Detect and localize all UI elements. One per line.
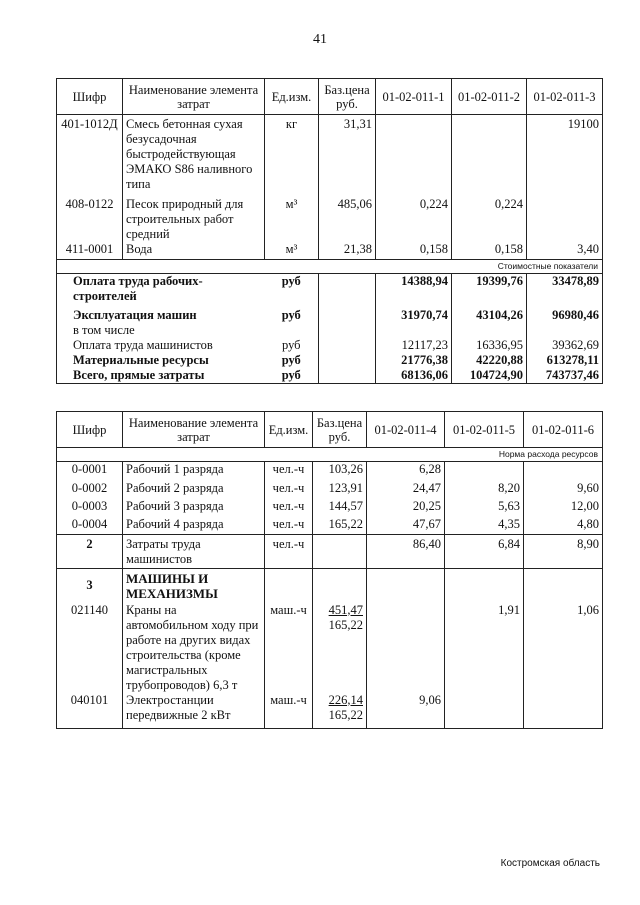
section-code: 2 bbox=[57, 535, 123, 569]
total-v1: 12117,23 bbox=[376, 338, 452, 353]
section-v3: 8,90 bbox=[524, 535, 603, 569]
cell-code: 0-0001 bbox=[57, 462, 123, 481]
section-v1: 86,40 bbox=[367, 535, 445, 569]
cell-v3: 12,00 bbox=[524, 499, 603, 517]
cell-v2 bbox=[452, 115, 527, 197]
table-row bbox=[57, 115, 603, 197]
table-row bbox=[57, 197, 603, 242]
cell-v3: 1,06 bbox=[524, 603, 603, 693]
total-v2: 16336,95 bbox=[452, 338, 527, 353]
cell-v1 bbox=[376, 115, 452, 197]
cell-price: 144,57 bbox=[313, 499, 367, 517]
section-row bbox=[57, 569, 603, 603]
cell-v3 bbox=[524, 462, 603, 481]
resource-table-1 bbox=[56, 78, 603, 384]
section-name: МАШИНЫ И МЕХАНИЗМЫ bbox=[123, 569, 265, 603]
cell-code: 021140 bbox=[57, 603, 123, 693]
header-unit: Ед.изм. bbox=[265, 412, 313, 448]
header-norm-6: 01-02-011-6 bbox=[524, 412, 603, 448]
cell-price-top: 226,14 bbox=[328, 692, 363, 707]
total-v1: 21776,38 bbox=[376, 353, 452, 368]
section-unit: чел.-ч bbox=[265, 535, 313, 569]
table-row bbox=[57, 693, 603, 729]
total-v3: 39362,69 bbox=[527, 338, 603, 353]
cell-price: 31,31 bbox=[319, 115, 376, 197]
cell-v1: 20,25 bbox=[367, 499, 445, 517]
total-v1: 14388,94 bbox=[376, 274, 452, 308]
total-unit: руб bbox=[281, 274, 301, 288]
cell-code: 040101 bbox=[57, 693, 123, 729]
total-v2: 104724,90 bbox=[452, 368, 527, 384]
total-v2: 42220,88 bbox=[452, 353, 527, 368]
cell-v3 bbox=[524, 693, 603, 729]
cell-v2 bbox=[445, 462, 524, 481]
cell-v2: 0,158 bbox=[452, 242, 527, 260]
totals-row bbox=[57, 323, 603, 338]
cell-v2 bbox=[445, 693, 524, 729]
total-name: Оплата труда машинистов bbox=[57, 338, 265, 353]
cell-unit: м³ bbox=[265, 242, 319, 260]
cell-price: 21,38 bbox=[319, 242, 376, 260]
totals-row bbox=[57, 353, 603, 368]
cell-price-top: 451,47 bbox=[328, 602, 363, 617]
section-name: Затраты труда машинистов bbox=[123, 535, 265, 569]
table-row bbox=[57, 242, 603, 260]
cell-unit: кг bbox=[265, 115, 319, 197]
total-name: Всего, прямые затраты bbox=[57, 368, 265, 384]
cell-v3: 9,60 bbox=[524, 481, 603, 499]
cell-price: 165,22 bbox=[313, 517, 367, 535]
header-norm-2: 01-02-011-2 bbox=[452, 79, 527, 115]
header-norm-5: 01-02-011-5 bbox=[445, 412, 524, 448]
cell-v1 bbox=[367, 603, 445, 693]
total-v3: 96980,46 bbox=[527, 308, 603, 323]
cell-name: Рабочий 4 разряда bbox=[123, 517, 265, 535]
cell-code: 0-0003 bbox=[57, 499, 123, 517]
cell-code: 0-0004 bbox=[57, 517, 123, 535]
header-code: Шифр bbox=[57, 79, 123, 115]
section-code: 3 bbox=[57, 569, 123, 603]
cell-v1: 24,47 bbox=[367, 481, 445, 499]
header-name: Наименование элемента затрат bbox=[123, 412, 265, 448]
resource-table-2 bbox=[56, 411, 603, 729]
totals-row bbox=[57, 338, 603, 353]
cell-name: Рабочий 2 разряда bbox=[123, 481, 265, 499]
cell-v3: 3,40 bbox=[527, 242, 603, 260]
header-norm-1: 01-02-011-1 bbox=[376, 79, 452, 115]
header-base-price: Баз.цена руб. bbox=[319, 79, 376, 115]
header-norm-4: 01-02-011-4 bbox=[367, 412, 445, 448]
total-v1: 31970,74 bbox=[376, 308, 452, 323]
cell-code: 401-1012Д bbox=[57, 115, 123, 197]
total-v3: 613278,11 bbox=[527, 353, 603, 368]
header-code: Шифр bbox=[57, 412, 123, 448]
cell-v2: 8,20 bbox=[445, 481, 524, 499]
header-unit: Ед.изм. bbox=[265, 79, 319, 115]
total-v3: 743737,46 bbox=[527, 368, 603, 384]
table-row bbox=[57, 499, 603, 517]
cell-name: Рабочий 1 разряда bbox=[123, 462, 265, 481]
total-v3: 33478,89 bbox=[527, 274, 603, 308]
cell-name: Песок природный для строительных работ средний bbox=[123, 197, 265, 242]
header-base-price: Баз.цена руб. bbox=[313, 412, 367, 448]
totals-row bbox=[57, 274, 603, 308]
total-name: в том числе bbox=[57, 323, 265, 338]
cell-v1: 6,28 bbox=[367, 462, 445, 481]
table-row bbox=[57, 462, 603, 481]
total-unit: руб bbox=[281, 352, 301, 367]
section-subheader: Стоимостные показатели bbox=[57, 260, 603, 274]
cell-v3: 19100 bbox=[527, 115, 603, 197]
total-name: Материальные ресурсы bbox=[57, 353, 265, 368]
cell-price-bottom: 165,22 bbox=[328, 617, 363, 632]
cell-code: 411-0001 bbox=[57, 242, 123, 260]
cell-code: 0-0002 bbox=[57, 481, 123, 499]
cell-unit: чел.-ч bbox=[265, 499, 313, 517]
header-name: Наименование элемента затрат bbox=[123, 79, 265, 115]
total-name: Эксплуатация машин bbox=[57, 308, 265, 323]
cell-unit: м³ bbox=[265, 197, 319, 242]
section-row bbox=[57, 535, 603, 569]
cell-unit: чел.-ч bbox=[265, 462, 313, 481]
cell-v2: 4,35 bbox=[445, 517, 524, 535]
section-v2: 6,84 bbox=[445, 535, 524, 569]
cell-unit: чел.-ч bbox=[265, 517, 313, 535]
total-unit: руб bbox=[265, 368, 319, 384]
total-unit: руб bbox=[281, 307, 301, 322]
table-row bbox=[57, 517, 603, 535]
cell-name: Краны на автомобильном ходу при работе на других видах строительства (кроме магистральных трубопроводов) 6,3 т bbox=[123, 603, 265, 693]
table-row bbox=[57, 481, 603, 499]
total-v1: 68136,06 bbox=[376, 368, 452, 384]
cell-v2: 1,91 bbox=[445, 603, 524, 693]
cell-v1: 0,224 bbox=[376, 197, 452, 242]
table-row bbox=[57, 603, 603, 693]
cell-name: Смесь бетонная сухая безусадочная быстродействующая ЭМАКО S86 наливного типа bbox=[123, 115, 265, 197]
total-unit: руб bbox=[281, 337, 301, 352]
total-v2: 19399,76 bbox=[452, 274, 527, 308]
cell-name: Рабочий 3 разряда bbox=[123, 499, 265, 517]
cell-price: 123,91 bbox=[313, 481, 367, 499]
section-subheader: Норма расхода ресурсов bbox=[57, 448, 603, 462]
cell-v2: 0,224 bbox=[452, 197, 527, 242]
cell-price-bottom: 165,22 bbox=[328, 707, 363, 722]
cell-v3: 4,80 bbox=[524, 517, 603, 535]
cell-v2: 5,63 bbox=[445, 499, 524, 517]
cell-v3 bbox=[527, 197, 603, 242]
total-v2: 43104,26 bbox=[452, 308, 527, 323]
page-number: 41 bbox=[313, 32, 327, 47]
cell-price: 485,06 bbox=[319, 197, 376, 242]
cell-code: 408-0122 bbox=[57, 197, 123, 242]
total-name: Оплата труда рабочих-строителей bbox=[57, 274, 265, 308]
cell-unit: маш.-ч bbox=[265, 603, 313, 693]
cell-unit: чел.-ч bbox=[265, 481, 313, 499]
cell-v1: 0,158 bbox=[376, 242, 452, 260]
cell-name: Электростанции передвижные 2 кВт bbox=[123, 693, 265, 729]
cell-name: Вода bbox=[123, 242, 265, 260]
header-norm-3: 01-02-011-3 bbox=[527, 79, 603, 115]
cell-v1: 9,06 bbox=[367, 693, 445, 729]
cell-unit: маш.-ч bbox=[265, 693, 313, 729]
cell-price: 103,26 bbox=[313, 462, 367, 481]
cell-v1: 47,67 bbox=[367, 517, 445, 535]
totals-row bbox=[57, 308, 603, 323]
totals-row bbox=[57, 368, 603, 384]
footer-region: Костромская область bbox=[500, 858, 600, 869]
